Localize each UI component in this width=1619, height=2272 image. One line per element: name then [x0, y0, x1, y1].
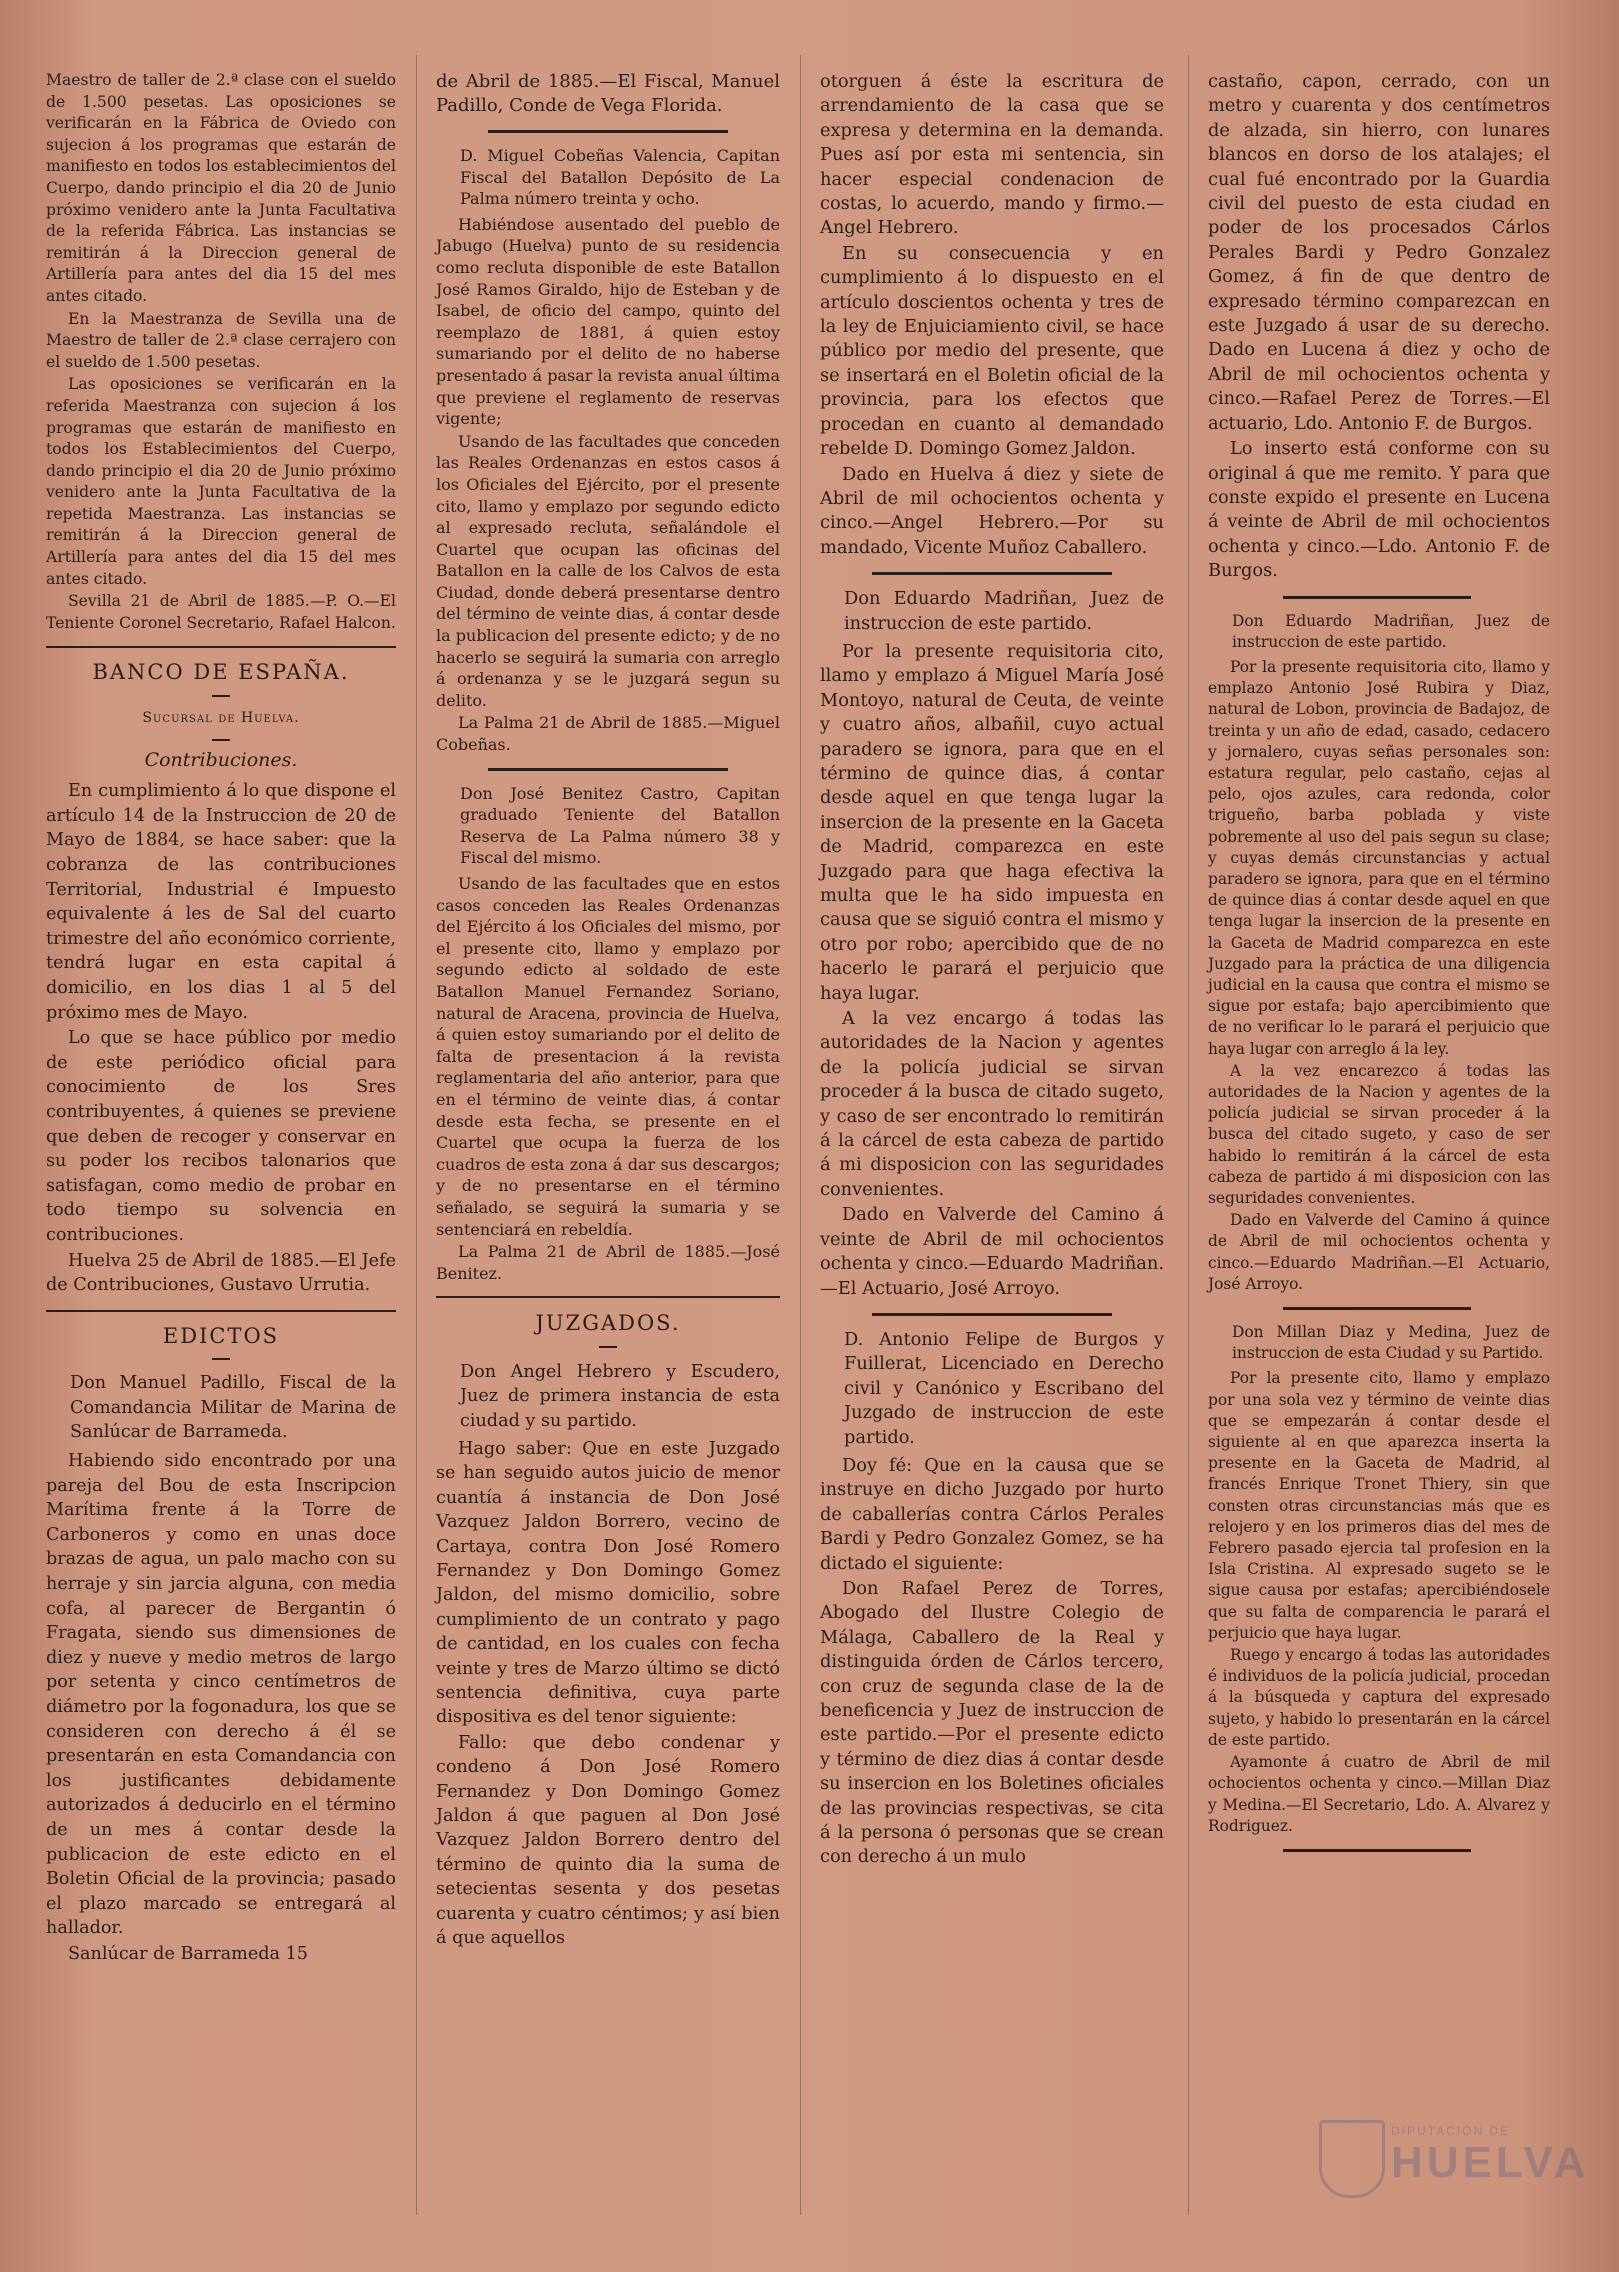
signature: Ayamonte á cuatro de Abril de mil ochocientos ochenta y cinco.—Millan Diaz y Medina.—El Secretario, Ldo. A. Alvarez y Rodriguez.	[1208, 1753, 1550, 1835]
divider	[46, 690, 396, 700]
column-divider	[416, 55, 417, 2215]
section-rule	[1283, 596, 1471, 599]
paragraph: Hago saber: Que en este Juzgado se han seguido autos juicio de menor cuantía á instancia de Don José Vazquez Jaldon Borrero, vecino de Cartaya, contra Don José Romero Fernandez y Don Domingo Gomez Jaldon, del mismo domicilio, sobre cumplimiento de un contrato y pago de cantidad, en los cuales con fecha veinte y tres de Marzo último se dictó sentencia definitiva, cuya parte dispositiva es del tenor siguiente:	[436, 1438, 780, 1728]
column-2	[436, 70, 780, 1951]
signature: Sevilla 21 de Abril de 1885.—P. O.—El Teniente Coronel Secretario, Rafael Halcon.	[46, 592, 396, 632]
divider	[436, 1342, 780, 1352]
signature: La Palma 21 de Abril de 1885.—José Benitez.	[436, 1242, 780, 1283]
watermark-sublabel: DIPUTACIÓN DE	[1391, 2124, 1511, 2138]
paragraph: En la Maestranza de Sevilla una de Maestro de taller de 2.ª clase cerrajero con el sueldo de 1.500 pesetas.	[46, 309, 396, 371]
section-rule	[872, 572, 1113, 575]
section-rule	[436, 1296, 780, 1298]
court-header: Don Eduardo Madriñan, Juez de instruccion de este partido.	[1232, 611, 1550, 651]
paragraph: Maestro de taller de 2.ª clase con el sueldo de 1.500 pesetas. Las oposiciones se verificarán en la Fábrica de Oviedo con sujecion á los programas que estarán de manifiesto en todos los establecimientos del Cuerpo, dando principio el dia 20 de Junio próximo venidero ante la Junta Facultativa de la referida Fábrica. Las instancias se remitirán á la Direccion general de Artillería para antes del dia 15 del mes antes citado.	[46, 71, 396, 305]
divider	[46, 734, 396, 744]
section-rule	[872, 1313, 1113, 1316]
column-1	[46, 70, 396, 1968]
edict-header: D. Miguel Cobeñas Valencia, Capitan Fiscal del Batallon Depósito de La Palma número treinta y ocho.	[460, 146, 780, 209]
section-rule	[46, 646, 396, 648]
signature: La Palma 21 de Abril de 1885.—Miguel Cobeñas.	[436, 713, 780, 755]
section-title-edicts: EDICTOS	[162, 1323, 280, 1348]
paragraph: Las oposiciones se verificarán en la referida Maestranza con sujecion á los programas que estarán de manifiesto en todos los Establecimientos del Cuerpo, dando principio el dia 20 de Junio próximo venidero ante la Junta Facultativa de la repetida Maestranza. Las instancias se remitirán á la Direccion general de Artillería para antes del dia 15 del mes antes citado.	[46, 375, 396, 588]
paragraph: Por la presente requisitoria cito, llamo y emplazo á Miguel María José Montoyo, natural de Ceuta, de veinte y cuatro años, albañil, cuyo actual paradero se ignora, para que en el término de quince dias, á contar desde aquel en que tenga lugar la insercion de la presente en la Gaceta de Madrid, comparezca en este Juzgado para que haga efectiva la multa que le ha sido impuesta en causa que se siguió contra el mismo y otro por robo; apercibido que de no hacerlo le parará el perjuicio que haya lugar.	[820, 640, 1164, 1004]
section-rule	[488, 130, 729, 133]
signature: Dado en Valverde del Camino á veinte de Abril de mil ochocientos ochenta y cinco.—Eduardo Madriñan.—El Actuario, José Arroyo.	[820, 1204, 1164, 1299]
section-rule	[488, 768, 729, 771]
paragraph: otorguen á éste la escritura de arrendamiento de la casa que se expresa y determina en la demanda. Pues así por esta mi sentencia, sin hacer especial condenacion de costas, lo acuerdo, mando y firmo.—Angel Hebrero.	[820, 71, 1164, 239]
section-rule	[1283, 1307, 1471, 1310]
paragraph: Sanlúcar de Barrameda 15	[68, 1943, 308, 1964]
column-divider	[800, 55, 801, 2215]
paragraph: En cumplimiento á lo que dispone el artículo 14 de la Instruccion de 20 de Mayo de 1884, se hace saber: que la cobranza de las contribuciones Territorial, Industrial é Impuesto equivalente á les de Sal del cuarto trimestre del año económico corriente, tendrá lugar en esta capital á domicilio, en los dias 1 al 5 del próximo mes de Mayo.	[46, 781, 396, 1023]
section-rule	[1283, 1849, 1471, 1852]
signature: Huelva 25 de Abril de 1885.—El Jefe de Contribuciones, Gustavo Urrutia.	[46, 1250, 396, 1296]
paragraph: A la vez encargo á todas las autoridades de la Nacion y agentes de la policía judicial se sirvan proceder á la busca de citado sugeto, y caso de ser encontrado lo remitirán á la cárcel de esta cabeza de partido á mi disposicion con las seguridades convenientes.	[820, 1008, 1164, 1200]
paragraph: Habiendo sido encontrado por una pareja del Bou de esta Inscripcion Marítima frente á la Torre de Carboneros y como en unas doce brazas de agua, un palo macho con su herraje y sin jarcia alguna, con media cofa, al parecer de Bergantin ó Fragata, siendo sus dimensiones de diez y nueve y medio metros de largo por setenta y cinco centímetros de diámetro por la fogonadura, los que se consideren con derecho á él se presentarán en esta Comandancia con los justificantes debidamente autorizados á deducirlo en el término de un mes á contar desde la publicacion de este edicto en el Boletin Oficial de la provincia; pasado el plazo marcado se entregará al hallador.	[46, 1451, 396, 1939]
column-4	[1208, 70, 1550, 1864]
paragraph: castaño, capon, cerrado, con un metro y cuarenta y dos centímetros de alzada, sin hierro, con lunares blancos en dorso de los atalajes; el cual fué encontrado por la Guardia civil del puesto de esta ciudad en poder de los procesados Cárlos Perales Bardi y Pedro Gonzalez Gomez, á fin de que dentro de expresado término comparezcan en este Juzgado á usar de su derecho. Dado en Lucena á diez y ocho de Abril de mil ochocientos ochenta y cinco.—Rafael Perez de Torres.—El actuario, Ldo. Antonio F. de Burgos.	[1208, 71, 1550, 434]
edict-header: Don José Benitez Castro, Capitan graduado Teniente del Batallon Reserva de La Palma número 38 y Fiscal del mismo.	[460, 783, 780, 868]
divider	[46, 1353, 396, 1363]
paragraph: Por la presente cito, llamo y emplazo por una sola vez y término de veinte dias que se empezarán á contar desde el siguiente al en que aparezca inserta la presente en la Gaceta de Madrid, al francés Enrique Tronet Thiery, sin que consten otras circunstancias más que es relojero y en los primeros dias del mes de Febrero pasado ejercia tal profesion en la Isla Cristina. Al expresado sugeto se le sigue causa por estafas; apercibiéndosele que su falta de comparencia le parará el perjuicio que haya lugar.	[1208, 1369, 1550, 1642]
paragraph: Usando de las facultades que en estos casos conceden las Reales Ordenanzas del Ejército á los Oficiales del mismo, por el presente cito, llamo y emplazo por segundo edicto al soldado de este Batallon Manuel Fernandez Soriano, natural de Aracena, provincia de Huelva, á quien estoy sumariando por el delito de falta de presentacion á la revista reglamentaria del año anterior, para que en el término de veinte dias, á contar desde esta fecha, se presente en el Cuartel que ocupa la fuerza de los cuadros de esta zona á dar sus descargos; y de no presentarse en el término señalado, se seguirá la sumaria y se sentenciará en rebeldía.	[436, 874, 780, 1239]
section-title-bank: BANCO DE ESPAÑA.	[92, 660, 350, 685]
court-header: D. Antonio Felipe de Burgos y Fuillerat, Licenciado en Derecho civil y Canónico y Escribano del Juzgado de instruccion de este partido.	[844, 1328, 1164, 1448]
branch-title: Sucursal de Huelva.	[142, 710, 300, 727]
archive-watermark	[1319, 2110, 1590, 2230]
paragraph: Lo que se hace público por medio de este periódico oficial para conocimiento de los Sres contribuyentes, á quienes se previene que deben de recoger y conservar en su poder los recibos talonarios que satisfagan, como medio de probar en todo tiempo su solvencia en contribuciones.	[46, 1028, 396, 1245]
section-rule	[46, 1310, 396, 1312]
watermark-label: HUELVA	[1391, 2138, 1590, 2187]
court-header: Don Eduardo Madriñan, Juez de instruccion de este partido.	[844, 588, 1164, 634]
paragraph: Usando de las facultades que conceden las Reales Ordenanzas en estos casos á los Oficiales del Ejército, por el presente cito, llamo y emplazo por segundo edicto al expresado recluta, señalándole el Cuartel que ocupan las oficinas del Batallon en la calle de los Calvos de esta Ciudad, donde deberá presentarse dentro del término de veinte dias, á contar desde la publicacion del presente edicto; y de no hacerlo se seguirá la sumaria con arreglo á ordenanza y se le juzgará segun su delito.	[436, 431, 780, 710]
paragraph: Doy fé: Que en la causa que se instruye en dicho Juzgado por hurto de caballerías contra Cárlos Perales Bardi y Pedro Gonzalez Gomez, se ha dictado el siguiente:	[820, 1454, 1164, 1574]
column-3	[820, 70, 1164, 1871]
contributions-heading: Contribuciones.	[144, 748, 298, 771]
edict-header: Don Manuel Padillo, Fiscal de la Comandancia Militar de Marina de Sanlúcar de Barrameda.	[70, 1373, 396, 1443]
paragraph: de Abril de 1885.—El Fiscal, Manuel Padillo, Conde de Vega Florida.	[436, 71, 780, 116]
paragraph: Don Rafael Perez de Torres, Abogado del Ilustre Colegio de Málaga, Caballero de la Real y distinguida órden de Cárlos tercero, con cruz de segunda clase de la de beneficencia y Juez de instruccion de este partido.—Por el presente edicto y término de diez dias á contar desde su insercion en los Boletines oficiales de las provincias respectivas, se cita á la persona ó personas que se crean con derecho á un mulo	[820, 1577, 1164, 1868]
paragraph: Fallo: que debo condenar y condeno á Don José Romero Fernandez y Don Domingo Gomez Jaldon á que paguen al Don José Vazquez Jaldon Borrero dentro del término de quinto dia la suma de setecientas sesenta y dos pesetas cuarenta y cuatro céntimos; y así bien á que aquellos	[436, 1732, 780, 1949]
section-title-courts: JUZGADOS.	[535, 1311, 681, 1336]
paragraph: A la vez encarezco á todas las autoridades de la Nacion y agentes de la policía judicial se sirvan proceder á la busca del citado sugeto, y caso de ser habido lo remitirán á la cárcel de esta cabeza de partido á mi disposicion con las seguridades convenientes.	[1208, 1061, 1550, 1208]
paragraph: Habiéndose ausentado del pueblo de Jabugo (Huelva) punto de su residencia como recluta disponible de este Batallon José Ramos Giraldo, hijo de Esteban y de Isabel, de oficio del campo, quinto del reemplazo de 1881, á quien estoy sumariando por el delito de no haberse presentado á pasar la revista anual última que previene el reglamento de reservas vigente;	[436, 214, 780, 429]
shield-icon	[1319, 2120, 1385, 2198]
court-header: Don Angel Hebrero y Escudero, Juez de primera instancia de esta ciudad y su partido.	[460, 1361, 780, 1431]
paragraph: Por la presente requisitoria cito, llamo y emplazo Antonio José Rubira y Diaz, natural de Lobon, provincia de Badajoz, de treinta y un año de edad, casado, cedacero y jornalero, cuyas señas personales son: estatura regular, pelo castaño, cejas al pelo, ojos azules, cara redonda, color trigueño, barba poblada y viste pobremente al uso del pais segun su clase; y cuyas demás circunstancias y actual paradero se ignora, para que en el término de quince dias á contar desde aquel en que tenga lugar la insercion de la presente en la Gaceta de Madrid comparezca en este Juzgado para la práctica de una diligencia judicial en la causa que contra el mismo se sigue por estafa; bajo apercibimiento que de no verificar lo le parará el perjuicio que haya lugar con arreglo á la ley.	[1208, 657, 1550, 1058]
signature: Dado en Huelva á diez y siete de Abril de mil ochocientos ochenta y cinco.—Angel Hebrero.—Por su mandado, Vicente Muñoz Caballero.	[820, 463, 1164, 558]
paragraph: En su consecuencia y en cumplimiento á lo dispuesto en el artículo doscientos ochenta y tres de la ley de Enjuiciamiento civil, se hace público por medio del presente, que se insertará en el Boletin oficial de la provincia, para los efectos que procedan en cuanto al demandado rebelde D. Domingo Gomez Jaldon.	[820, 242, 1164, 460]
signature: Dado en Valverde del Camino á quince de Abril de mil ochocientos ochenta y cinco.—Eduardo Madriñan.—El Actuario, José Arroyo.	[1208, 1211, 1550, 1293]
paragraph: Ruego y encargo á todas las autoridades é individuos de la policía judicial, procedan á la búsqueda y captura del expresado sujeto, y habido lo presentarán en la cárcel de este partido.	[1208, 1646, 1550, 1749]
court-header: Don Millan Diaz y Medina, Juez de instruccion de esta Ciudad y su Partido.	[1232, 1323, 1550, 1363]
column-divider	[1188, 55, 1189, 2215]
paragraph: Lo inserto está conforme con su original á que me remito. Y para que conste expido el presente en Lucena á veinte de Abril de mil ochocientos ochenta y cinco.—Ldo. Antonio F. de Burgos.	[1208, 438, 1550, 582]
